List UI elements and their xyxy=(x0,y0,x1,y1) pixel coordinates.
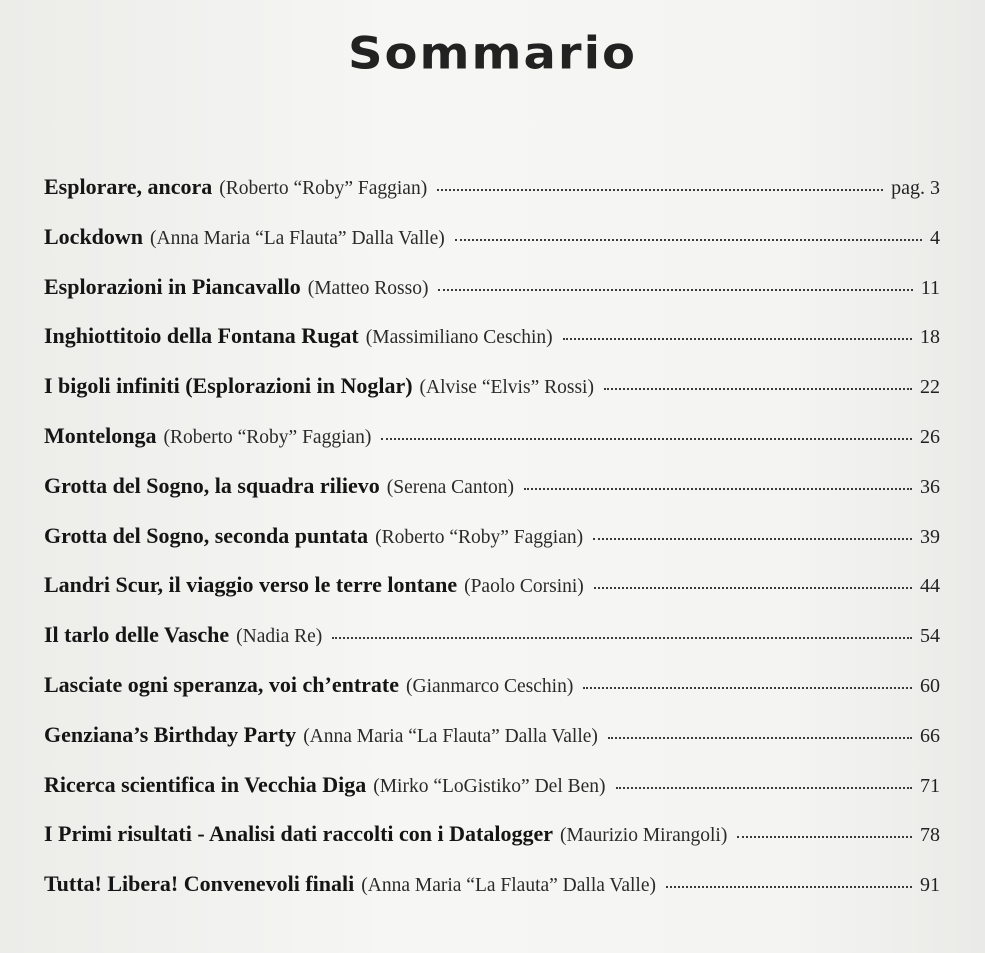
toc-entry-page: 11 xyxy=(920,276,940,299)
toc-entry-author: (Maurizio Mirangoli) xyxy=(560,825,728,847)
toc-entry-author: (Serena Canton) xyxy=(386,476,514,498)
toc-entry-title: I Primi risultati - Analisi dati raccolti con i Datalogger xyxy=(44,821,553,847)
toc-entry-author: (Matteo Rosso) xyxy=(307,277,429,299)
toc-entry-author: (Roberto “Roby” Faggian) xyxy=(219,178,428,199)
toc-entry xyxy=(44,472,940,525)
dot-leader xyxy=(604,388,912,390)
toc-entry-page: 91 xyxy=(920,874,940,897)
toc-entry-author: (Alvise “Elvis” Rossi) xyxy=(419,377,594,399)
toc-entry xyxy=(44,671,940,724)
dot-leader xyxy=(583,687,912,689)
dot-leader xyxy=(437,189,883,191)
toc-entry-author: (Nadia Re) xyxy=(236,626,323,648)
toc-entry-page: 22 xyxy=(920,376,940,399)
toc-entry-page: 4 xyxy=(930,226,940,249)
toc-entry xyxy=(44,273,940,326)
toc-entry xyxy=(44,176,940,226)
toc-entry-page: 71 xyxy=(920,774,940,797)
toc-entry-title: Inghiottitoio della Fontana Rugat xyxy=(44,323,359,349)
dot-leader xyxy=(666,886,912,888)
dot-leader xyxy=(563,338,912,340)
dot-leader xyxy=(593,538,912,540)
dot-leader xyxy=(455,239,922,241)
toc-entry-page: 36 xyxy=(920,475,940,498)
toc-entry xyxy=(44,325,940,375)
toc-entry xyxy=(44,771,940,824)
toc-entry-title: Grotta del Sogno, seconda puntata xyxy=(44,522,369,548)
dot-leader xyxy=(438,289,912,291)
toc-entry-title: Tutta! Libera! Convenevoli finali xyxy=(44,871,355,897)
toc-entry-page: 39 xyxy=(920,525,940,548)
toc-entry xyxy=(44,873,940,923)
toc-entry-author: (Massimiliano Ceschin) xyxy=(365,327,553,349)
dot-leader xyxy=(594,587,912,589)
toc-entry-page: 44 xyxy=(920,575,940,598)
toc-entry-page: 66 xyxy=(920,724,940,747)
toc-entry-title: Grotta del Sogno, la squadra rilievo xyxy=(44,472,380,498)
toc-entry-page: 60 xyxy=(920,674,940,697)
toc-entry xyxy=(44,375,940,425)
toc-entry xyxy=(44,522,940,575)
table-of-contents xyxy=(44,176,940,923)
toc-entry-title: Montelonga xyxy=(44,422,157,448)
toc-entry xyxy=(44,574,940,624)
toc-entry-author: (Mirko “LoGistiko” Del Ben) xyxy=(373,775,606,797)
toc-entry-author: (Roberto “Roby” Faggian) xyxy=(375,526,584,548)
toc-entry xyxy=(44,223,940,276)
toc-entry-title: Lockdown xyxy=(44,223,144,249)
dot-leader xyxy=(616,787,912,789)
toc-entry-title: Esplorazioni in Piancavallo xyxy=(44,273,301,299)
toc-entry-page: 78 xyxy=(920,824,940,847)
toc-entry-page: 54 xyxy=(920,625,940,648)
toc-entry-title: Esplorare, ancora xyxy=(44,174,213,199)
toc-entry-title: Landri Scur, il viaggio verso le terre lontane xyxy=(44,572,458,598)
toc-entry-author: (Anna Maria “La Flauta” Dalla Valle) xyxy=(361,875,656,897)
toc-entry-author: (Gianmarco Ceschin) xyxy=(406,675,574,697)
toc-entry xyxy=(44,624,940,674)
toc-entry xyxy=(44,721,940,774)
toc-entry-title: Lasciate ogni speranza, voi ch’entrate xyxy=(44,671,399,697)
toc-entry-author: (Roberto “Roby” Faggian) xyxy=(163,426,372,448)
toc-entry-title: Ricerca scientifica in Vecchia Diga xyxy=(44,771,367,797)
toc-entry xyxy=(44,422,940,475)
toc-entry-page: 18 xyxy=(920,326,940,349)
toc-entry-author: (Anna Maria “La Flauta” Dalla Valle) xyxy=(303,725,598,747)
toc-entry-page: pag. 3 xyxy=(891,177,940,199)
dot-leader xyxy=(381,438,912,440)
toc-entry-author: (Anna Maria “La Flauta” Dalla Valle) xyxy=(150,227,445,249)
dot-leader xyxy=(737,836,912,838)
toc-entry-page: 26 xyxy=(920,425,940,448)
toc-entry-author: (Paolo Corsini) xyxy=(464,576,584,598)
toc-entry-title: Il tarlo delle Vasche xyxy=(44,622,230,648)
toc-entry-title: Genziana’s Birthday Party xyxy=(44,721,297,747)
toc-entry xyxy=(44,823,940,873)
page-title: Sommario xyxy=(347,28,638,80)
dot-leader xyxy=(524,488,912,490)
dot-leader xyxy=(608,737,912,739)
toc-entry-title: I bigoli infiniti (Esplorazioni in Noglar) xyxy=(44,373,413,399)
dot-leader xyxy=(332,637,912,639)
